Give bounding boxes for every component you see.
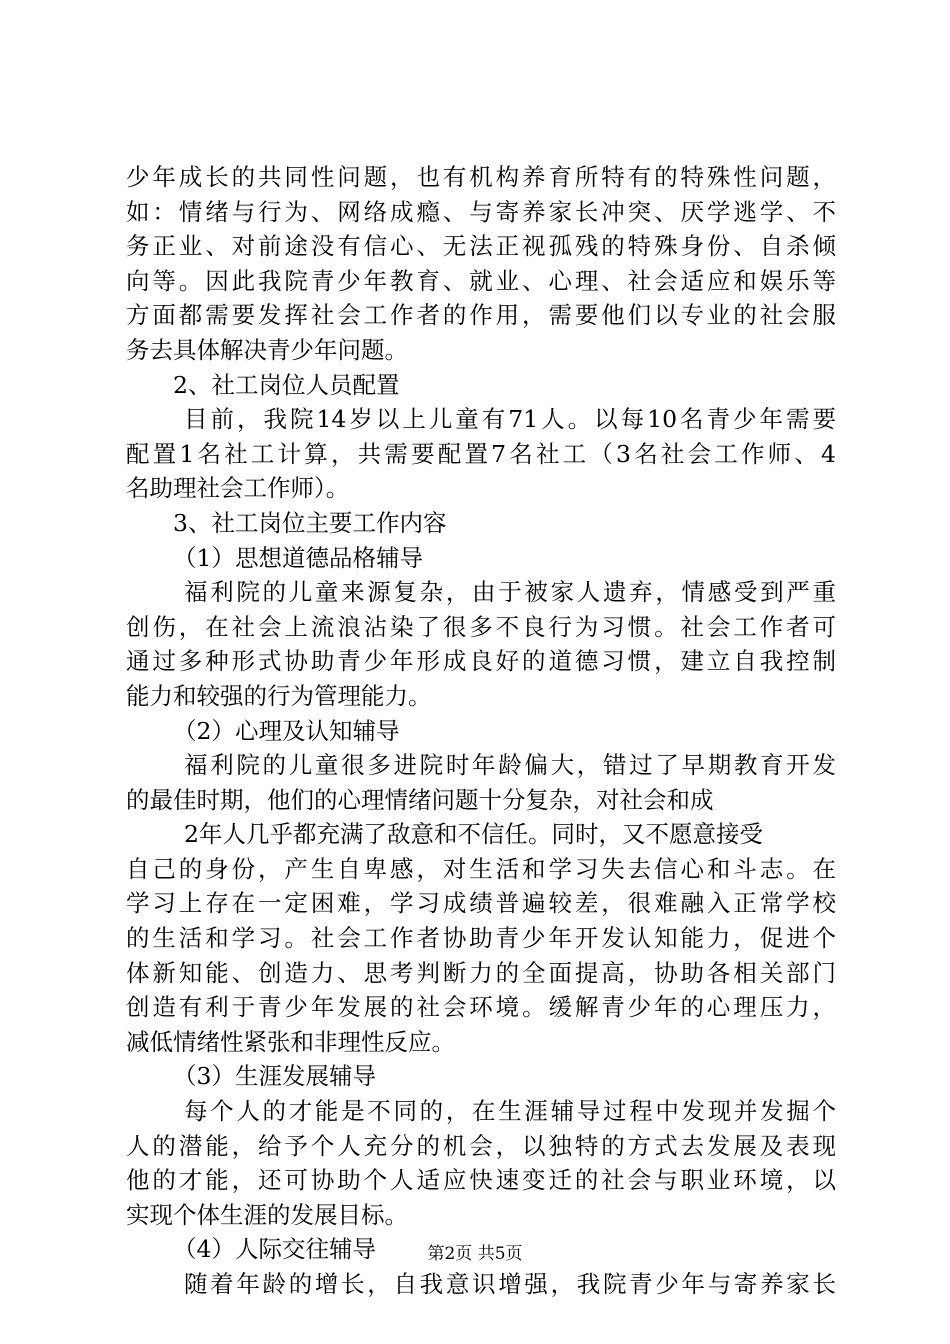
text-line: 人的潜能，给予个人充分的机会，以独特的方式去发展及表现 bbox=[126, 1131, 836, 1160]
text-line: 的生活和学习。社会工作者协助青少年开发认知能力，促进个 bbox=[126, 924, 836, 953]
section-heading: 3、社工岗位主要工作内容 bbox=[173, 508, 447, 537]
subsection-heading: （2）心理及认知辅导 bbox=[173, 716, 400, 745]
text-line: 实现个体生涯的发展目标。 bbox=[126, 1200, 408, 1229]
text-line: 务去具体解决青少年问题。 bbox=[126, 335, 408, 364]
text-line: 名助理社会工作师）。 bbox=[126, 474, 350, 503]
text-line: 福利院的儿童来源复杂，由于被家人遗弃，情感受到严重 bbox=[184, 578, 836, 607]
text-line: 通过多种形式协助青少年形成良好的道德习惯，建立自我控制 bbox=[126, 647, 836, 676]
text-line: 向等。因此我院青少年教育、就业、心理、社会适应和娱乐等 bbox=[126, 266, 836, 295]
text-line: 自己的身份，产生自卑感，对生活和学习失去信心和斗志。在 bbox=[126, 854, 836, 883]
subsection-heading: （3）生涯发展辅导 bbox=[173, 1062, 376, 1091]
text-line: 的最佳时期，他们的心理情绪问题十分复杂，对社会和成 bbox=[126, 785, 714, 814]
text-line: 体新知能、创造力、思考判断力的全面提高，协助各相关部门 bbox=[126, 958, 836, 987]
subsection-heading: （1）思想道德品格辅导 bbox=[173, 543, 423, 572]
text-line: 配置1名社工计算，共需要配置7名社工（3名社会工作师、4 bbox=[126, 439, 836, 468]
text-line: 能力和较强的行为管理能力。 bbox=[126, 681, 432, 710]
page-number-footer: 第2页 共5页 bbox=[427, 1244, 523, 1264]
subsection-heading: （4）人际交往辅导 bbox=[173, 1235, 376, 1264]
text-line: 如：情绪与行为、网络成瘾、与寄养家长冲突、厌学逃学、不 bbox=[126, 197, 836, 226]
text-line: 务正业、对前途没有信心、无法正视孤残的特殊身份、自杀倾 bbox=[126, 232, 836, 261]
text-line: 创造有利于青少年发展的社会环境。缓解青少年的心理压力， bbox=[126, 993, 836, 1022]
text-line: 创伤，在社会上流浪沾染了很多不良行为习惯。社会工作者可 bbox=[126, 612, 836, 641]
text-line: 少年成长的共同性问题，也有机构养育所特有的特殊性问题， bbox=[126, 163, 836, 191]
section-heading: 2、社工岗位人员配置 bbox=[173, 370, 400, 399]
text-line: 方面都需要发挥社会工作者的作用，需要他们以专业的社会服 bbox=[126, 301, 836, 330]
text-line: 2年人几乎都充满了敌意和不信任。同时，又不愿意接受 bbox=[184, 820, 763, 849]
text-line: 随着年龄的增长，自我意识增强，我院青少年与寄养家长 bbox=[184, 1270, 836, 1298]
text-line: 目前，我院14岁以上儿童有71人。以每10名青少年需要 bbox=[184, 405, 836, 434]
text-line: 学习上存在一定困难，学习成绩普遍较差，很难融入正常学校 bbox=[126, 889, 836, 918]
text-line: 福利院的儿童很多进院时年龄偏大，错过了早期教育开发 bbox=[184, 751, 836, 780]
document-body bbox=[126, 160, 836, 1302]
text-line: 他的才能，还可协助个人适应快速变迁的社会与职业环境，以 bbox=[126, 1166, 836, 1195]
text-line: 每个人的才能是不同的，在生涯辅导过程中发现并发掘个 bbox=[184, 1097, 836, 1126]
text-line: 减低情绪性紧张和非理性反应。 bbox=[126, 1027, 455, 1056]
